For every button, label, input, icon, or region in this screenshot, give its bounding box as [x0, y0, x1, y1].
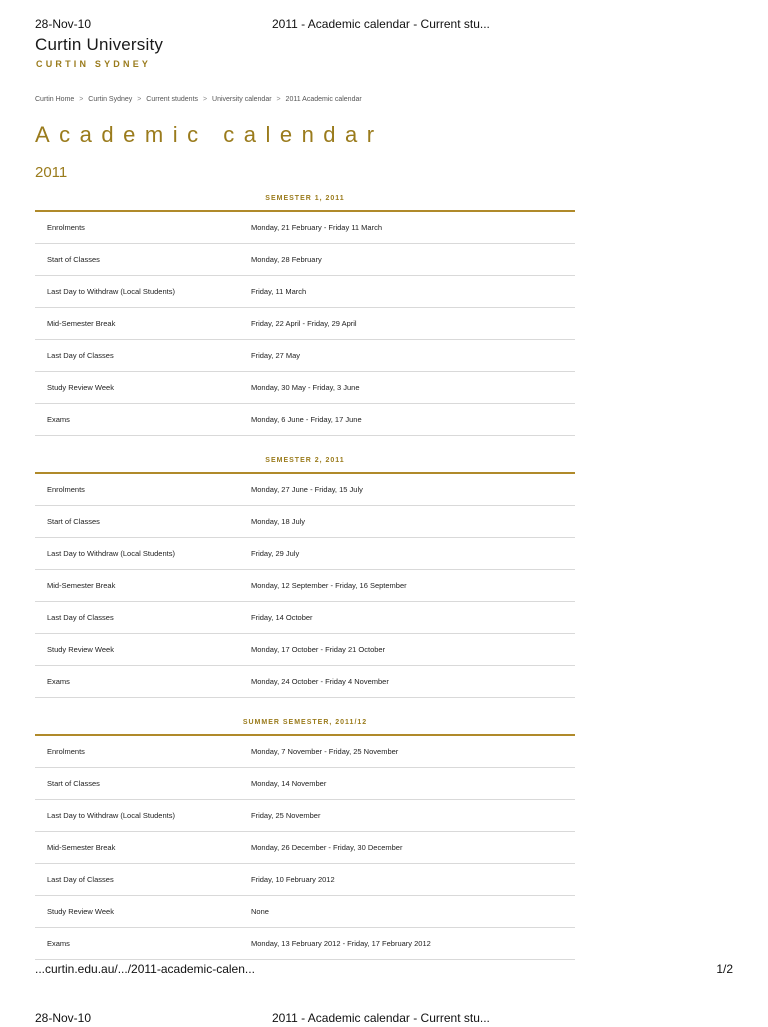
event-label: Start of Classes — [47, 517, 100, 526]
breadcrumb-separator: > — [202, 96, 208, 103]
event-date: Monday, 12 September - Friday, 16 September — [251, 581, 407, 590]
academic-calendar-table — [35, 188, 575, 960]
event-date: Monday, 13 February 2012 - Friday, 17 February 2012 — [251, 939, 431, 948]
breadcrumb-item-current-students[interactable]: Current students — [146, 96, 199, 103]
table-row — [35, 768, 575, 800]
table-row — [35, 538, 575, 570]
print-doc-title: 2011 - Academic calendar - Current stu... — [272, 17, 490, 31]
page-number: 1/2 — [716, 962, 733, 976]
year-heading: 2011 — [35, 164, 68, 181]
table-row — [35, 506, 575, 538]
event-label: Last Day to Withdraw (Local Students) — [47, 811, 175, 820]
event-date: Monday, 6 June - Friday, 17 June — [251, 415, 362, 424]
table-row — [35, 928, 575, 960]
table-row — [35, 340, 575, 372]
breadcrumb-item-home[interactable]: Curtin Home — [35, 96, 75, 103]
print-date: 28-Nov-10 — [35, 1011, 92, 1025]
table-row — [35, 736, 575, 768]
event-label: Enrolments — [47, 747, 85, 756]
section-spacer — [35, 698, 575, 712]
event-label: Mid-Semester Break — [47, 843, 116, 852]
event-date: Monday, 17 October - Friday 21 October — [251, 645, 386, 654]
campus-name[interactable]: CURTIN SYDNEY — [36, 59, 152, 69]
event-date: Friday, 10 February 2012 — [251, 875, 335, 884]
semester-heading: SEMESTER 1, 2011 — [35, 188, 575, 212]
print-doc-title: 2011 - Academic calendar - Current stu... — [272, 1011, 490, 1025]
semester-section — [35, 450, 575, 698]
semester-heading: SUMMER SEMESTER, 2011/12 — [35, 712, 575, 736]
semester-section — [35, 188, 575, 436]
breadcrumb-item-current-page: 2011 Academic calendar — [285, 96, 362, 103]
table-row — [35, 602, 575, 634]
event-label: Study Review Week — [47, 383, 114, 392]
breadcrumb-separator: > — [276, 96, 281, 103]
event-label: Last Day to Withdraw (Local Students) — [47, 287, 175, 296]
section-spacer — [35, 436, 575, 450]
table-row — [35, 212, 575, 244]
event-label: Start of Classes — [47, 255, 100, 264]
table-row — [35, 244, 575, 276]
table-row — [35, 570, 575, 602]
print-url: ...curtin.edu.au/.../2011-academic-calen... — [35, 962, 255, 976]
page-title: Academic calendar — [35, 122, 384, 147]
event-date: Friday, 14 October — [251, 613, 313, 622]
table-row — [35, 474, 575, 506]
event-label: Study Review Week — [47, 907, 114, 916]
breadcrumb-item-curtin-sydney[interactable]: Curtin Sydney — [88, 96, 133, 103]
university-name[interactable]: Curtin University — [35, 35, 164, 54]
event-date: Monday, 18 July — [251, 517, 306, 526]
event-date: Monday, 7 November - Friday, 25 November — [251, 747, 399, 756]
semester-section — [35, 712, 575, 960]
event-date: None — [251, 907, 269, 916]
table-row — [35, 372, 575, 404]
print-date: 28-Nov-10 — [35, 17, 92, 31]
event-label: Last Day of Classes — [47, 351, 114, 360]
table-row — [35, 896, 575, 928]
breadcrumb — [35, 96, 365, 103]
event-date: Monday, 26 December - Friday, 30 December — [251, 843, 403, 852]
table-row — [35, 634, 575, 666]
event-date: Friday, 27 May — [251, 351, 301, 360]
breadcrumb-item-university-calendar[interactable]: University calendar — [212, 96, 272, 103]
event-label: Last Day of Classes — [47, 875, 114, 884]
event-label: Enrolments — [47, 485, 85, 494]
event-date: Monday, 27 June - Friday, 15 July — [251, 485, 363, 494]
event-date: Friday, 29 July — [251, 549, 300, 558]
table-row — [35, 800, 575, 832]
event-label: Exams — [47, 677, 70, 686]
next-page-header — [35, 1011, 733, 1027]
event-date: Monday, 21 February - Friday 11 March — [251, 223, 383, 232]
event-label: Exams — [47, 939, 70, 948]
event-label: Last Day of Classes — [47, 613, 114, 622]
table-row — [35, 666, 575, 698]
semester-heading: SEMESTER 2, 2011 — [35, 450, 575, 474]
event-date: Monday, 30 May - Friday, 3 June — [251, 383, 360, 392]
table-row — [35, 832, 575, 864]
table-row — [35, 276, 575, 308]
event-label: Mid-Semester Break — [47, 319, 116, 328]
event-label: Start of Classes — [47, 779, 100, 788]
table-row — [35, 404, 575, 436]
table-row — [35, 864, 575, 896]
event-label: Enrolments — [47, 223, 85, 232]
event-date: Monday, 14 November — [251, 779, 327, 788]
event-label: Study Review Week — [47, 645, 114, 654]
event-date: Monday, 28 February — [251, 255, 322, 264]
event-label: Mid-Semester Break — [47, 581, 116, 590]
breadcrumb-separator: > — [137, 96, 142, 103]
event-label: Exams — [47, 415, 70, 424]
breadcrumb-separator: > — [79, 96, 84, 103]
event-label: Last Day to Withdraw (Local Students) — [47, 549, 175, 558]
table-row — [35, 308, 575, 340]
event-date: Friday, 22 April - Friday, 29 April — [251, 319, 357, 328]
print-header — [35, 17, 733, 33]
event-date: Friday, 11 March — [251, 287, 307, 296]
event-date: Monday, 24 October - Friday 4 November — [251, 677, 389, 686]
event-date: Friday, 25 November — [251, 811, 321, 820]
